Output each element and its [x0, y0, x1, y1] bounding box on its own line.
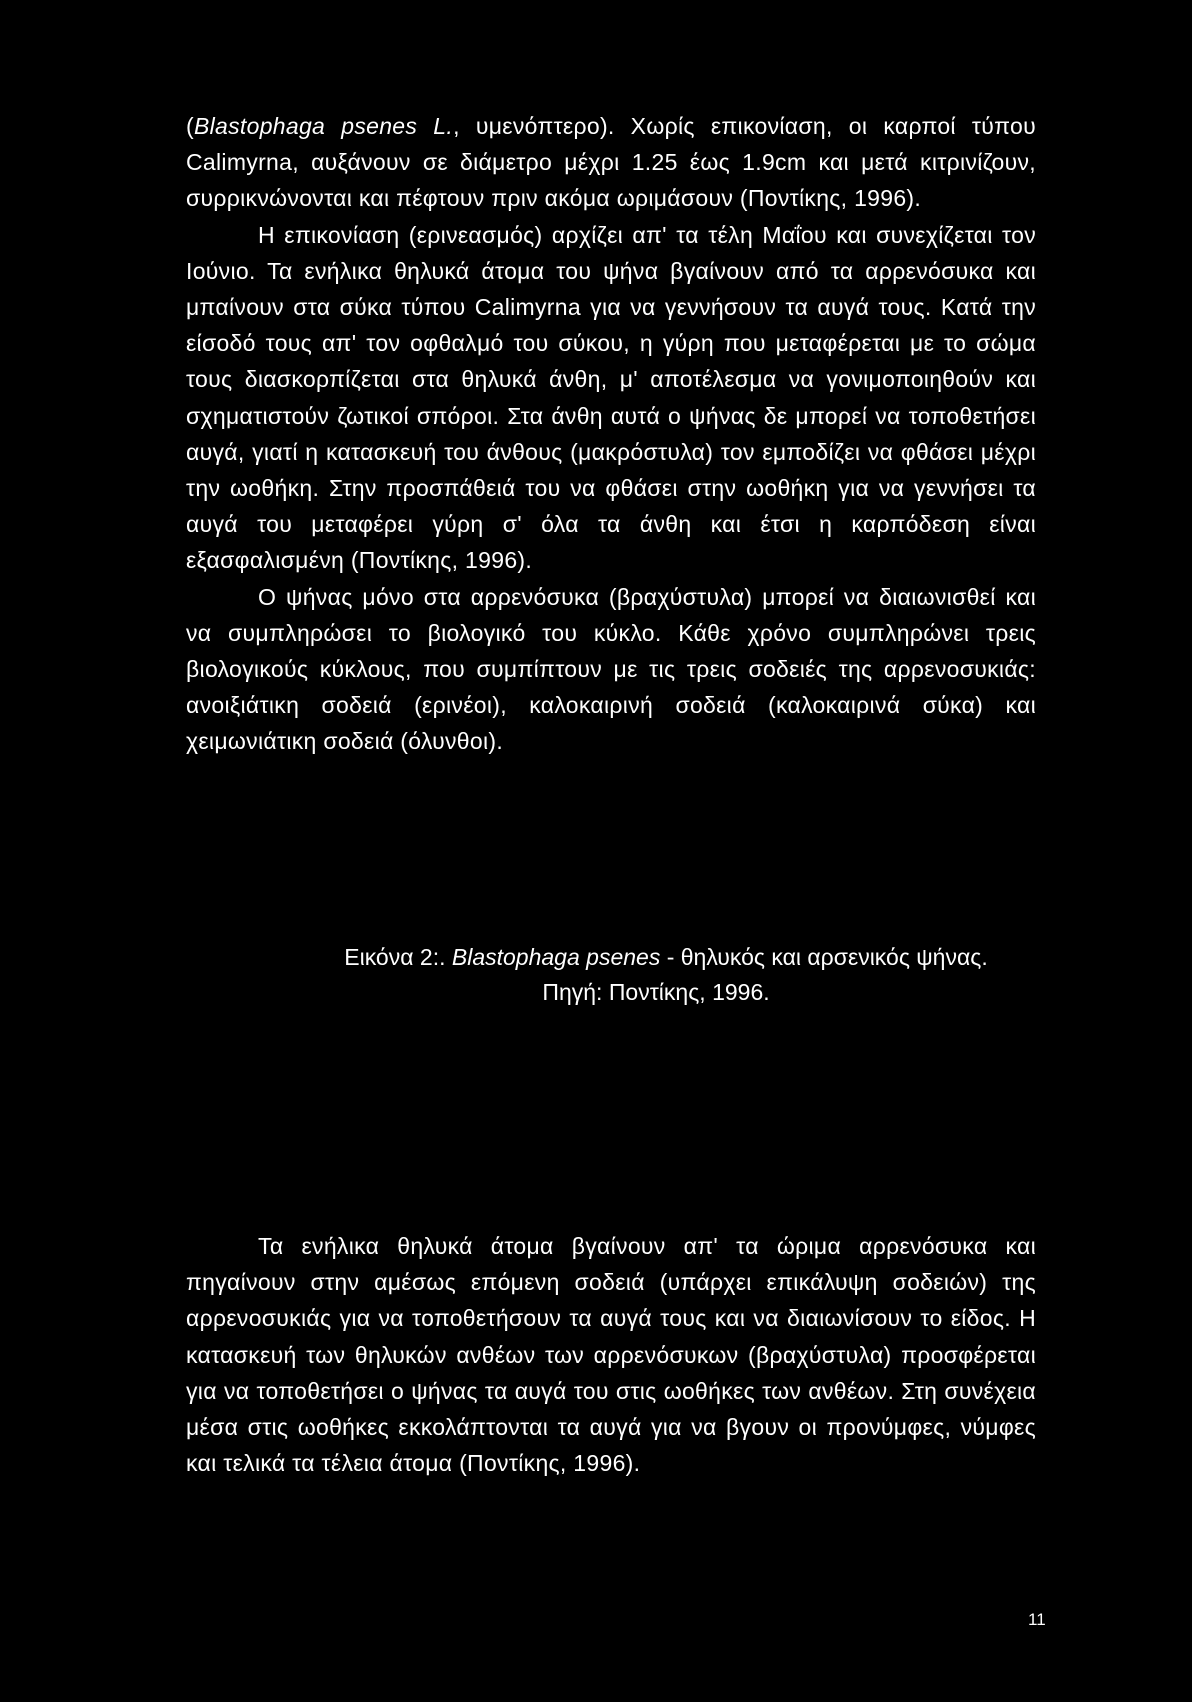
text-block-bottom: [186, 1228, 1036, 1481]
paragraph-2: Η επικονίαση (ερινεασμός) αρχίζει απ' τα τέλη Μαΐου και συνεχίζεται τον Ιούνιο. Τα ενήλικα θηλυκά άτομα του ψήνα βγαίνουν από τα αρρενόσυκα και μπαίνουν στα σύκα τύπου Calimyrna για να γεννήσουν τα αυγά τους. Κατά την είσοδό τους απ' τον οφθαλμό του σύκου, η γύρη που μεταφέρεται με το σώμα τους διασκορπίζεται στα θηλυκά άνθη, μ' αποτέλεσμα να γονιμοποιηθούν και σχηματιστούν ζωτικοί σπόροι. Στα άνθη αυτά ο ψήνας δε μπορεί να τοποθετήσει αυγά, γιατί η κατασκευή του άνθους (μακρόστυλα) τον εμποδίζει να φθάσει μέχρι την ωοθήκη. Στην προσπάθειά του να φθάσει στην ωοθήκη για να γεννήσει τα αυγά του μεταφέρει γύρη σ' όλα τα άνθη και έτσι η καρπόδεση είναι εξασφαλισμένη (Ποντίκης, 1996).: [186, 221, 1036, 574]
caption-description: - θηλυκός και αρσενικός ψήνας.: [660, 944, 988, 970]
caption-label: Εικόνα 2:.: [344, 944, 446, 970]
paragraph-4: Τα ενήλικα θηλυκά άτομα βγαίνουν απ' τα ώριμα αρρενόσυκα και πηγαίνουν στην αμέσως επόμενη σοδειά (υπάρχει επικάλυψη σοδειών) της αρρενοσυκιάς για να τοποθετήσουν τα αυγά τους και να διαιωνίσουν το είδος. Η κατασκευή των θηλυκών ανθέων των αρρενόσυκων (βραχύστυλα) προσφέρεται για να τοποθετήσει ο ψήνας τα αυγά του στις ωοθήκες των ανθέων. Στη συνέχεια μέσα στις ωοθήκες εκκολάπτονται τα αυγά για να βγουν οι προνύμφες, νύμφες και τελικά τα τέλεια άτομα (Ποντίκης, 1996).: [186, 1233, 1036, 1477]
caption-source: Πηγή: Ποντίκης, 1996.: [542, 979, 770, 1005]
paragraph-1: (Blastophaga psenes L., υμενόπτερο). Χωρίς επικονίαση, οι καρποί τύπου Calimyrna, αυξάνουν σε διάμετρο μέχρι 1.25 έως 1.9cm και μετά κιτρινίζουν, συρρικνώνονται και πέφτουν πριν ακόμα ωριμάσουν (Ποντίκης, 1996).: [186, 113, 1036, 212]
page-number: 11: [1028, 1610, 1046, 1629]
caption-species: Blastophaga psenes: [451, 944, 661, 970]
paragraph-3: Ο ψήνας μόνο στα αρρενόσυκα (βραχύστυλα) μπορεί να διαιωνισθεί και να συμπληρώσει το βιολογικό του κύκλο. Κάθε χρόνο συμπληρώνει τρεις βιολογικούς κύκλους, που συμπίπτουν με τις τρεις σοδειές της αρρενοσυκιάς: ανοιξιάτικη σοδειά (ερινέοι), καλοκαιρινή σοδειά (καλοκαιρινά σύκα) και χειμωνιάτικη σοδειά (όλυνθοι).: [186, 583, 1036, 755]
paragraph-1-text: , υμενόπτερο). Χωρίς επικονίαση, οι καρποί τύπου Calimyrna, αυξάνουν σε διάμετρο μέχρι 1.25 έως 1.9cm και μετά κιτρινίζουν, συρρικνώνονται και πέφτουν πριν ακόμα ωριμάσουν (Ποντίκης, 1996).: [186, 113, 1036, 212]
figure-caption: [186, 940, 1036, 1010]
text-block-top: [186, 108, 1036, 760]
caption-title-line: [186, 940, 1036, 975]
species-name: Blastophaga psenes L.: [193, 113, 454, 139]
